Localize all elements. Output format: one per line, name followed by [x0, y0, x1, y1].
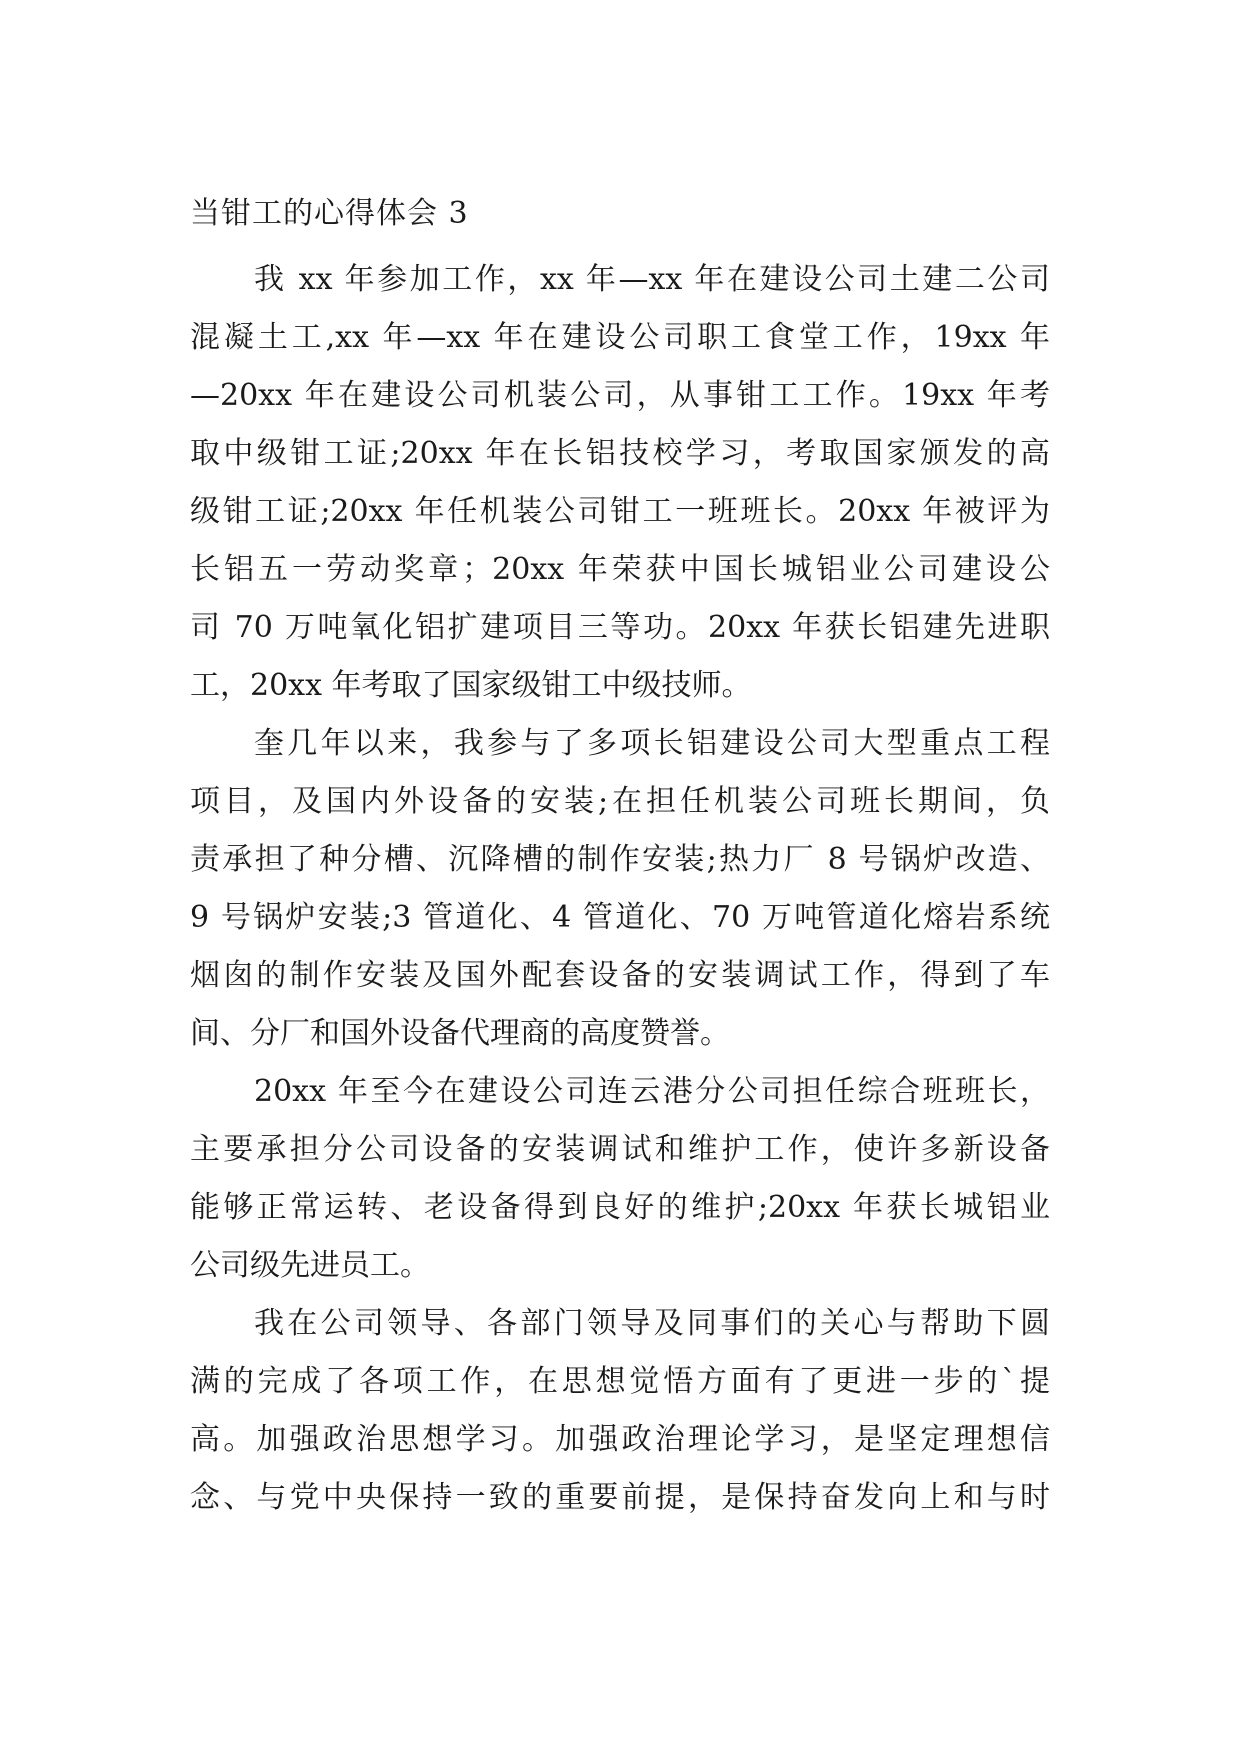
body-line: 级钳工证;20xx 年任机装公司钳工一班班长。20xx 年被评为	[190, 494, 1050, 529]
body-line: 烟囱的制作安装及国外配套设备的安装调试工作，得到了车	[190, 958, 1050, 993]
body-line: 工，20xx 年考取了国家级钳工中级技师。	[190, 668, 752, 703]
body-line: 混凝土工,xx 年—xx 年在建设公司职工食堂工作，19xx 年	[190, 320, 1050, 355]
body-line: 主要承担分公司设备的安装调试和维护工作，使许多新设备	[190, 1132, 1050, 1167]
body-line: 间、分厂和国外设备代理商的高度赞誉。	[190, 1016, 730, 1051]
document-title: 当钳工的心得体会 3	[190, 196, 469, 231]
body-line: 奎几年以来，我参与了多项长铝建设公司大型重点工程	[254, 726, 1050, 761]
body-line: 长铝五一劳动奖章；20xx 年荣获中国长城铝业公司建设公	[190, 552, 1050, 587]
body-line: 我 xx 年参加工作，xx 年—xx 年在建设公司土建二公司	[254, 262, 1050, 297]
body-line: 我在公司领导、各部门领导及同事们的关心与帮助下圆	[254, 1306, 1050, 1341]
body-line: 司 70 万吨氧化铝扩建项目三等功。20xx 年获长铝建先进职	[190, 610, 1050, 645]
document-body	[190, 251, 1050, 1527]
body-line: —20xx 年在建设公司机装公司，从事钳工工作。19xx 年考	[190, 378, 1050, 413]
body-line: 9 号锅炉安装;3 管道化、4 管道化、70 万吨管道化熔岩系统	[190, 900, 1050, 935]
body-line: 能够正常运转、老设备得到良好的维护;20xx 年获长城铝业	[190, 1190, 1050, 1225]
body-line: 念、与党中央保持一致的重要前提，是保持奋发向上和与时	[190, 1480, 1050, 1515]
body-line: 项目，及国内外设备的安装;在担任机装公司班长期间，负	[190, 784, 1050, 819]
body-line: 满的完成了各项工作，在思想觉悟方面有了更进一步的`提	[190, 1364, 1050, 1399]
body-line: 高。加强政治思想学习。加强政治理论学习，是坚定理想信	[190, 1422, 1050, 1457]
body-line: 公司级先进员工。	[190, 1248, 430, 1283]
body-line: 责承担了种分槽、沉降槽的制作安装;热力厂 8 号锅炉改造、	[190, 842, 1050, 877]
body-line: 20xx 年至今在建设公司连云港分公司担任综合班班长，	[254, 1074, 1050, 1109]
body-line: 取中级钳工证;20xx 年在长铝技校学习，考取国家颁发的高	[190, 436, 1050, 471]
